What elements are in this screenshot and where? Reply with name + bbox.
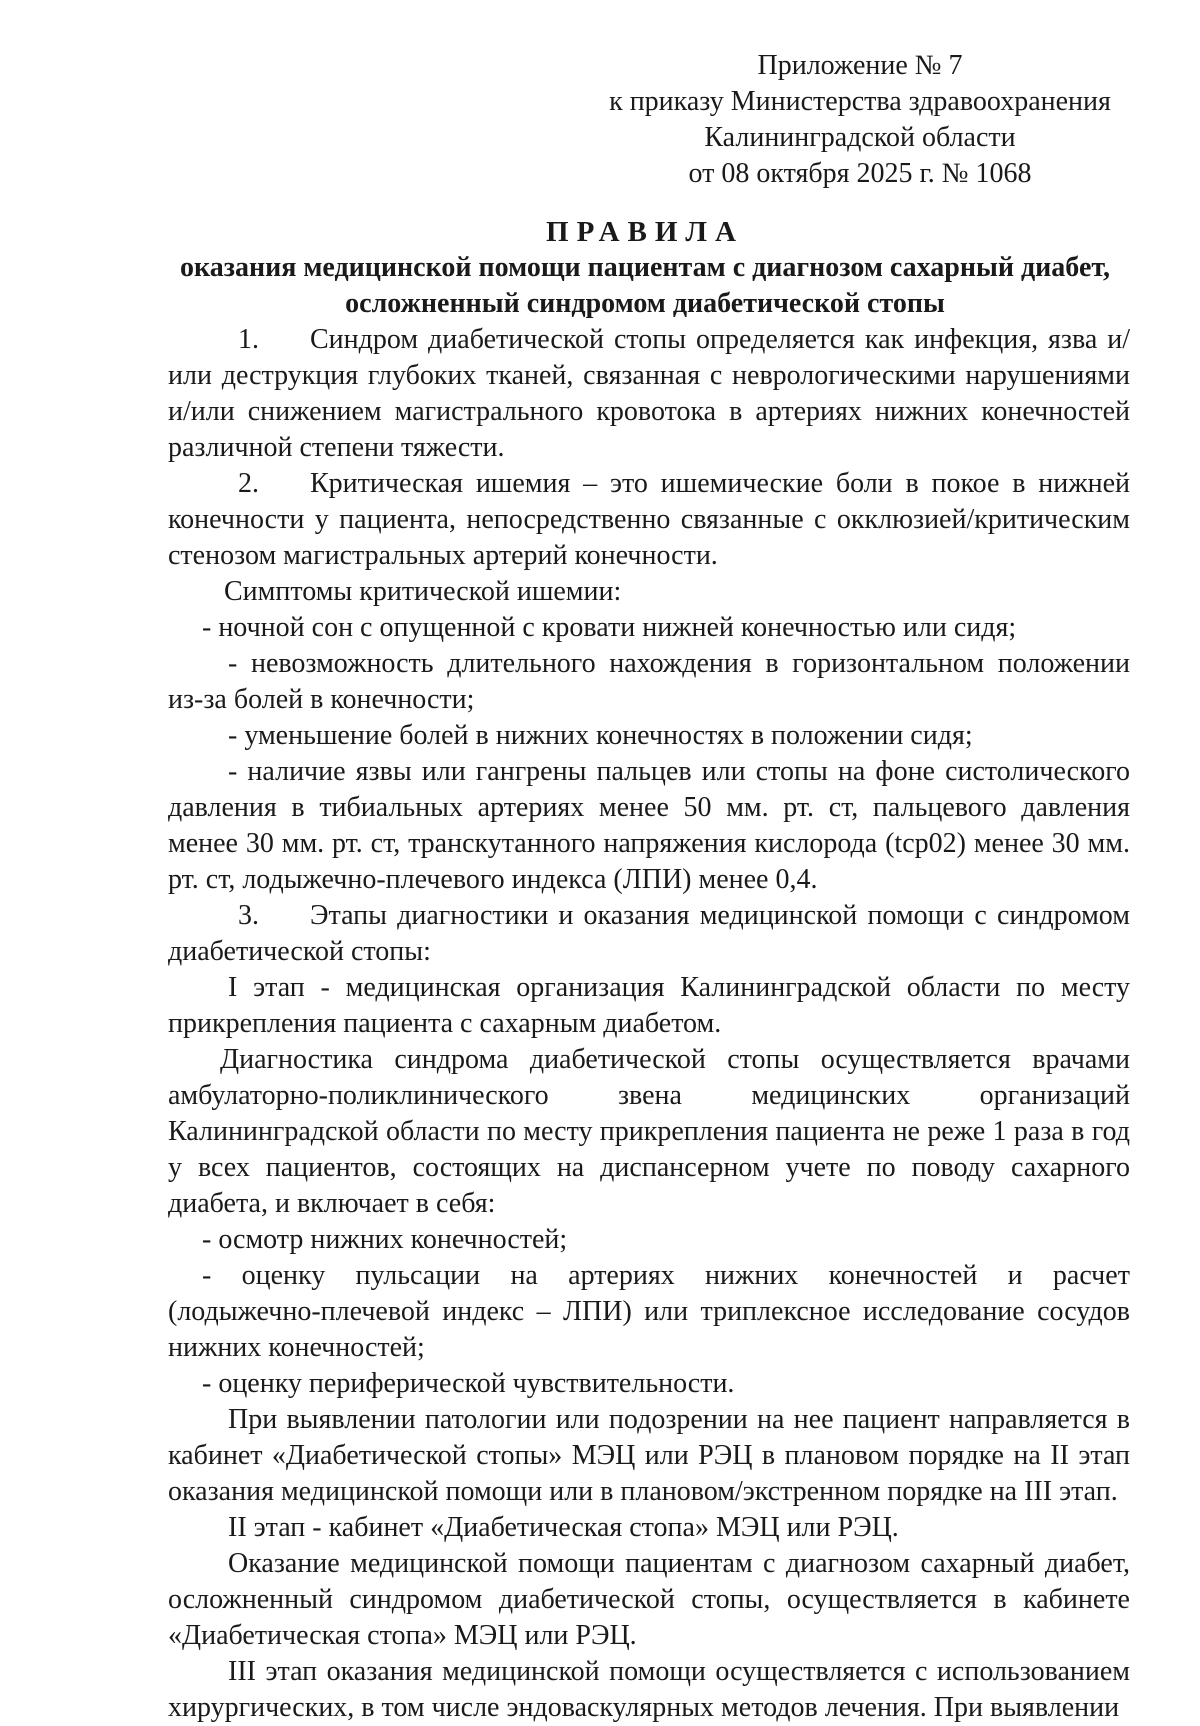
stage-2: II этап - кабинет «Диабетическая стопа» МЭЦ или РЭЦ. xyxy=(228,1512,899,1543)
diagnostics-line-2: амбулаторно-поликлинического звена медицинских организаций xyxy=(168,1080,1130,1111)
paragraph-number: 2. xyxy=(238,468,259,499)
order-date: от 08 октября 2025 г. № 1068 xyxy=(688,158,1032,189)
appendix-header xyxy=(560,48,1160,192)
stage-3: III этап оказания медицинской помощи осуществляется с использованием хирургических, в том числе эндоваскулярных методов лечения. При выявлении xyxy=(168,1656,1130,1723)
paragraph-number: 1. xyxy=(238,324,259,355)
paragraph-3 xyxy=(168,898,1130,970)
diagnostic-item-1: - осмотр нижних конечностей; xyxy=(202,1224,568,1255)
paragraph-2 xyxy=(168,466,1130,574)
region-name: Калининградской области xyxy=(704,122,1016,153)
diagnostic-item-2 xyxy=(168,1258,1130,1366)
paragraph-text: Критическая ишемия – это ишемические боли в покое в нижней конечности у пациента, непосредственно связанные с окклюзией/критическим стенозом магистральных артерий конечности. xyxy=(168,468,1130,571)
paragraph-number: 3. xyxy=(238,900,259,931)
referral-paragraph: При выявлении патологии или подозрении на нее пациент направляется в кабинет «Диабетической стопы» МЭЦ или РЭЦ в плановом порядке на II этап оказания медицинской помощи или в плановом/экстренном порядке на III этап. xyxy=(168,1404,1130,1507)
symptoms-heading: Симптомы критической ишемии: xyxy=(224,576,622,607)
paragraph-1 xyxy=(168,322,1130,466)
title-line-1: оказания медицинской помощи пациентам с диагнозом сахарный диабет, xyxy=(179,252,1111,283)
symptom-item-3: - уменьшение болей в нижних конечностях в положении сидя; xyxy=(228,720,973,751)
diagnostics-paragraph xyxy=(168,1042,1130,1222)
paragraph-text: Синдром диабетической стопы определяется как инфекция, язва и/или деструкция глубоких тканей, связанная с неврологическими нарушениями и/или снижением магистрального кровотока в артериях нижних конечностей различной степени тяжести. xyxy=(168,324,1130,463)
title-heading: ПРАВИЛА xyxy=(546,216,744,248)
appendix-number: Приложение № 7 xyxy=(757,50,963,81)
order-reference: к приказу Министерства здравоохранения xyxy=(609,86,1111,117)
care-paragraph: Оказание медицинской помощи пациентам с диагнозом сахарный диабет, осложненный синдромом диабетической стопы, осуществляется в кабинете «Диабетическая стопа» МЭЦ или РЭЦ. xyxy=(168,1548,1130,1651)
title-line-2: осложненный синдромом диабетической стопы xyxy=(345,288,945,319)
paragraph-text: Этапы диагностики и оказания медицинской помощи с синдромом диабетической стопы: xyxy=(168,900,1130,967)
diagnostics-rest: Калининградской области по месту прикрепления пациента не реже 1 раза в год у всех пациентов, состоящих на диспансерном учете по поводу сахарного диабета, и включает в себя: xyxy=(168,1116,1130,1219)
diagnostic-item-2-rest: (лодыжечно-плечевой индекс – ЛПИ) или триплексное исследование сосудов нижних конечностей; xyxy=(168,1296,1130,1363)
symptom-item-1: - ночной сон с опущенной с кровати нижней конечностью или сидя; xyxy=(202,612,1017,643)
diagnostics-line-1: Диагностика синдрома диабетической стопы осуществляется врачами xyxy=(220,1044,1130,1075)
stage-1: I этап - медицинская организация Калининградской области по месту прикрепления пациента с сахарным диабетом. xyxy=(168,972,1130,1039)
diagnostic-item-2-line-1: - оценку пульсации на артериях нижних конечностей и расчет xyxy=(202,1260,1130,1291)
document-title xyxy=(160,214,1130,322)
symptom-item-4: - наличие язвы или гангрены пальцев или стопы на фоне систолического давления в тибиальных артериях менее 50 мм. рт. ст, пальцевого давления менее 30 мм. рт. ст, транскутанного напряжения кислорода (tcp02) менее 30 мм. рт. ст, лодыжечно-плечевого индекса (ЛПИ) менее 0,4. xyxy=(168,756,1130,895)
document-body xyxy=(168,322,1130,1726)
symptom-item-2: - невозможность длительного нахождения в горизонтальном положении из-за болей в конечности; xyxy=(168,648,1130,715)
diagnostic-item-3: - оценку периферической чувствительности. xyxy=(202,1368,735,1399)
